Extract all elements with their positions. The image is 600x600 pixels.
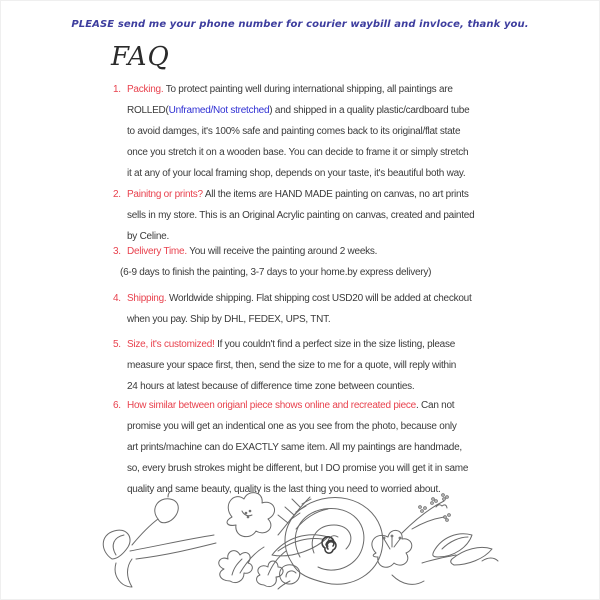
faq-text: To protect painting well during international shipping, all paintings are <box>163 84 453 95</box>
faq-item-number: 3. <box>113 246 121 257</box>
faq-line <box>127 142 513 163</box>
faq-item-number: 6. <box>113 400 121 411</box>
faq-text: You will receive the painting around 2 weeks. <box>186 246 378 257</box>
faq-text: sells in my store. This is an Original Acrylic painting on canvas, created and painted <box>127 210 475 221</box>
faq-line <box>127 437 513 458</box>
faq-line <box>127 79 513 100</box>
faq-line <box>127 100 513 121</box>
faq-line <box>120 262 513 283</box>
faq-text: art prints/machine can do EXACTLY same item. All my paintings are handmade, <box>127 442 462 453</box>
faq-text: when you pay. Ship by DHL, FEDEX, UPS, TNT. <box>127 314 331 325</box>
faq-item-number: 5. <box>113 339 121 350</box>
faq-text: Worldwide shipping. Flat shipping cost USD20 will be added at checkout <box>166 293 472 304</box>
faq-line <box>127 309 513 330</box>
faq-item <box>113 334 513 397</box>
faq-text: it at any of your local framing shop, depends on your taste, it's beautiful both way. <box>127 168 466 179</box>
notice-text: PLEASE send me your phone number for courier waybill and invloce, thank you. <box>71 19 529 30</box>
faq-line <box>127 184 513 205</box>
faq-item <box>113 79 513 184</box>
faq-item <box>113 184 513 247</box>
faq-line <box>127 458 513 479</box>
faq-line <box>127 355 513 376</box>
highlighted-text: Unframed/Not stretched <box>168 105 270 116</box>
faq-text: If you couldn't find a perfect size in the size listing, please <box>214 339 456 350</box>
faq-text: once you stretch it on a wooden base. You can decide to frame it or simply stretch <box>127 147 469 158</box>
faq-item-heading: Shipping. <box>127 293 167 304</box>
faq-item-heading: Painitng or prints? <box>127 189 203 200</box>
faq-item-number: 4. <box>113 293 121 304</box>
faq-item-heading: Packing. <box>127 84 164 95</box>
faq-text: so, every brush strokes might be different, but I DO promise you will get it in same <box>127 463 469 474</box>
faq-line <box>127 376 513 397</box>
faq-text: to avoid damges, it's 100% safe and painting comes back to its original/flat state <box>127 126 461 137</box>
faq-text: All the items are HAND MADE painting on canvas, no art prints <box>202 189 469 200</box>
faq-item-number: 2. <box>113 189 121 200</box>
faq-line <box>127 416 513 437</box>
faq-text: measure your space first, then, send the size to me for a quote, will reply within <box>127 360 457 371</box>
faq-line <box>127 163 513 184</box>
faq-text: 24 hours at latest because of difference time zone between counties. <box>127 381 415 392</box>
faq-text: ) and shipped in a quality plastic/cardboard tube <box>269 105 470 116</box>
faq-item-heading: How similar between origianl piece shows online and recreated piece <box>127 400 416 411</box>
page-title: FAQ <box>111 42 170 72</box>
faq-item <box>113 288 513 330</box>
faq-text: quality and same beauty, quality is the last thing you need to worried about. <box>127 484 441 495</box>
faq-line <box>127 241 513 262</box>
faq-text: (6-9 days to finish the painting, 3-7 days to your home.by express delivery) <box>120 267 432 278</box>
faq-item-number: 1. <box>113 84 121 95</box>
faq-line <box>127 121 513 142</box>
faq-line <box>127 334 513 355</box>
faq-item <box>113 395 513 500</box>
faq-text: . Can not <box>415 400 455 411</box>
faq-text: promise you will get an indentical one as you see from the photo, because only <box>127 421 457 432</box>
faq-text: ROLLED( <box>127 105 169 116</box>
faq-item-heading: Size, it's customized! <box>127 339 215 350</box>
faq-text: by Celine. <box>127 231 169 242</box>
floral-sketch-illustration <box>92 489 504 600</box>
faq-item-heading: Delivery Time. <box>127 246 187 257</box>
faq-item <box>113 241 513 283</box>
faq-line <box>127 205 513 226</box>
faq-line <box>127 288 513 309</box>
faq-line <box>127 395 513 416</box>
